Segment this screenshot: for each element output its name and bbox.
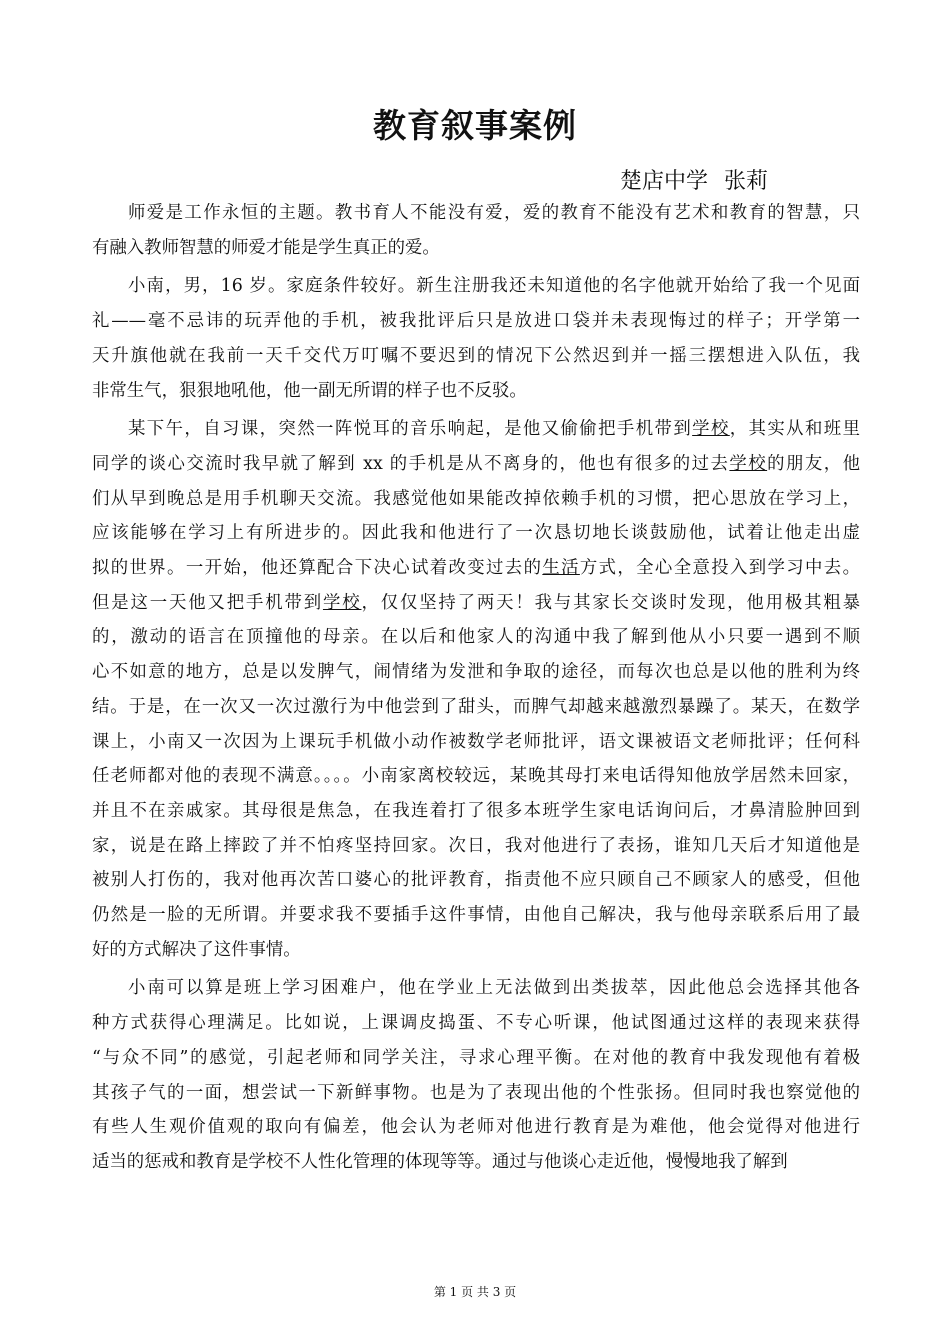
text-line: 有些人生观价值观的取向有偏差，他会认为老师对他进行教育是为难他，他会觉得对他进行: [92, 1117, 860, 1138]
text-line: 结。于是，在一次又一次过激行为中他尝到了甜头，而脾气却越来越激烈暴躁了。某天，在数学: [92, 696, 860, 717]
text-line: 但是这一天他又把手机带到学校，仅仅坚持了两天！我与其家长交谈时发现，他用极其粗暴: [92, 592, 860, 613]
text-line: 们从早到晚总是用手机聊天交流。我感觉他如果能改掉依赖手机的习惯，把心思放在学习上，: [92, 488, 860, 509]
page-footer: 第 1 页 共 3 页: [433, 1285, 517, 1299]
text-line: 课上，小南又一次因为上课玩手机做小动作被数学老师批评，语文课被语文老师批评；任何科: [92, 731, 860, 752]
document-body: [92, 196, 860, 1184]
text-line: 被别人打伤的，我对他再次苦口婆心的批评教育，指责他不应只顾自己不顾家人的感受，但他: [92, 870, 860, 891]
paragraph: [92, 196, 860, 265]
text-line: 仍然是一脸的无所谓。并要求我不要插手这件事情，由他自己解决，我与他母亲联系后用了最: [92, 905, 860, 926]
text-line: 好的方式解决了这件事情。: [92, 939, 301, 960]
paragraph: [92, 971, 860, 1179]
text-line: 非常生气，狠狠地吼他，他一副无所谓的样子也不反驳。: [92, 380, 527, 401]
underlined-word: 学校: [322, 592, 362, 613]
document-title: 教育叙事案例: [373, 106, 577, 145]
text-line: 同学的谈心交流时我早就了解到 xx 的手机是从不离身的，他也有很多的过去学校的朋友，他: [92, 453, 860, 474]
text-line: 礼——毫不忌讳的玩弄他的手机，被我批评后只是放进口袋并未表现悔过的样子；开学第一: [92, 311, 860, 332]
text-line: 天升旗他就在我前一天千交代万叮嘱不要迟到的情况下公然迟到并一摇三摆想进入队伍，我: [92, 345, 860, 366]
underlined-word: 生活: [542, 558, 580, 579]
text-line: 小南可以算是班上学习困难户，他在学业上无法做到出类拔萃，因此他总会选择其他各: [128, 978, 860, 999]
text-line: 小南，男，16 岁。家庭条件较好。新生注册我还未知道他的名字他就开始给了我一个见面: [128, 276, 860, 297]
underlined-word: 学校: [692, 419, 730, 440]
text-line: 的，激动的语言在顶撞他的母亲。在以后和他家人的沟通中我了解到他从小只要一遇到不顺: [92, 627, 860, 648]
text-line: 其孩子气的一面，想尝试一下新鲜事物。也是为了表现出他的个性张扬。但同时我也察觉他的: [92, 1082, 860, 1103]
text-line: 有融入教师智慧的师爱才能是学生真正的爱。: [92, 237, 440, 258]
text-line: 应该能够在学习上有所进步的。因此我和他进行了一次恳切地长谈鼓励他，试着让他走出虚: [92, 523, 860, 544]
text-line: 某下午，自习课，突然一阵悦耳的音乐响起，是他又偷偷把手机带到学校，其实从和班里: [128, 419, 860, 440]
text-line: 适当的惩戒和教育是学校不人性化管理的体现等等。通过与他谈心走近他，慢慢地我了解到: [92, 1151, 788, 1172]
text-line: 任老师都对他的表现不满意。。。。小南家离校较远，某晚其母打来电话得知他放学居然未回家，: [92, 766, 860, 787]
text-line: 种方式获得心理满足。比如说，上课调皮捣蛋、不专心听课，他试图通过这样的表现来获得: [92, 1013, 860, 1034]
text-line: 拟的世界。一开始，他还算配合下决心试着改变过去的生活方式，全心全意投入到学习中去。: [92, 558, 860, 579]
text-line: 并且不在亲戚家。其母很是焦急，在我连着打了很多本班学生家电话询问后，才鼻清脸肿回到: [92, 800, 860, 821]
author-school: 楚店中学: [620, 169, 709, 194]
text-line: 家，说是在路上摔跤了并不怕疼坚持回家。次日，我对他进行了表扬，谁知几天后才知道他是: [92, 835, 860, 856]
text-line: 心不如意的地方，总是以发脾气，闹情绪为发泄和争取的途径，而每次也总是以他的胜利为终: [92, 662, 860, 683]
underlined-word: 学校: [729, 453, 768, 474]
text-line: “与众不同”的感觉，引起老师和同学关注，寻求心理平衡。在对他的教育中我发现他有着极: [92, 1047, 860, 1068]
paragraph: [92, 269, 860, 408]
author-name: 张莉: [724, 169, 769, 194]
paragraph: [92, 412, 860, 967]
text-line: 师爱是工作永恒的主题。教书育人不能没有爱，爱的教育不能没有艺术和教育的智慧，只: [128, 203, 860, 223]
document-author: [620, 164, 768, 195]
